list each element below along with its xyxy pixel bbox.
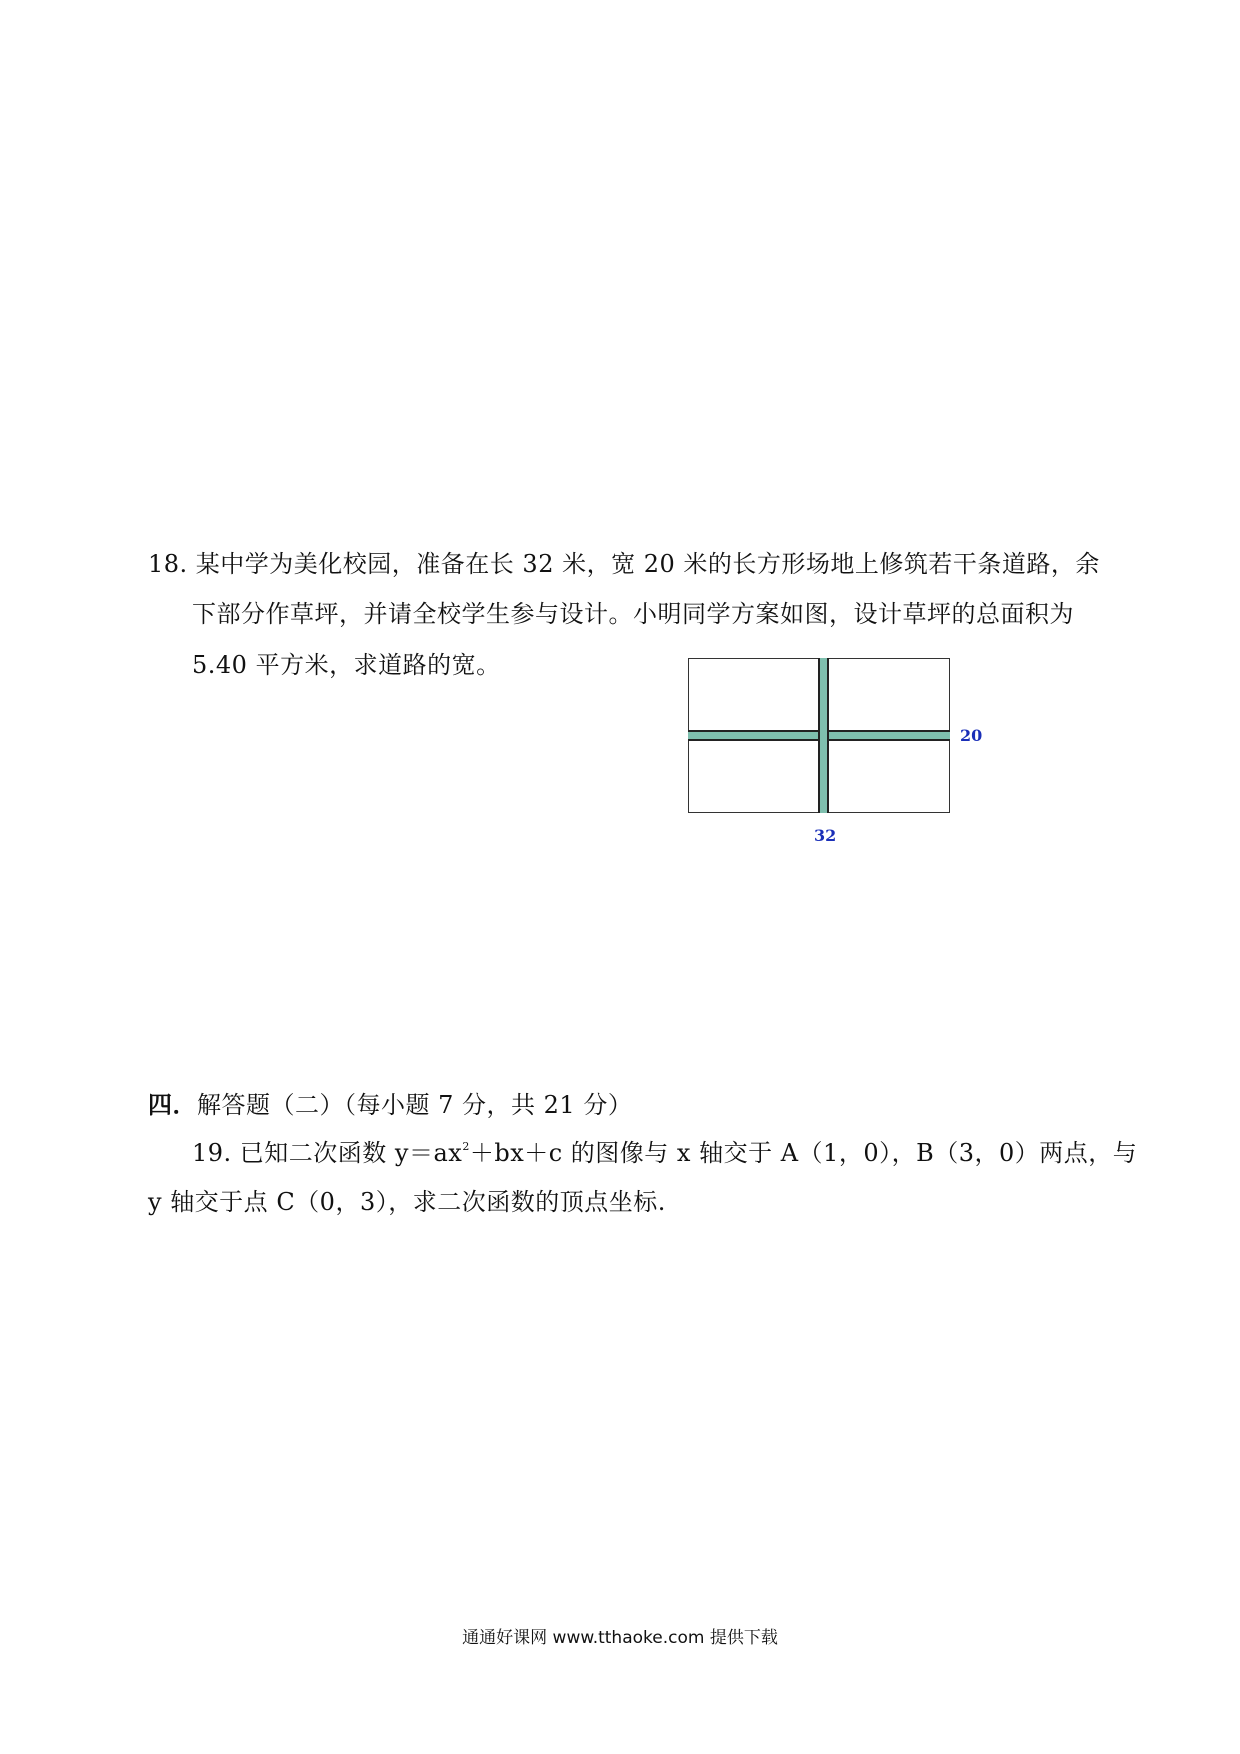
question-18-line-1: 18. 某中学为美化校园，准备在长 32 米，宽 20 米的长方形场地上修筑若干条道路，余 bbox=[148, 550, 1100, 578]
section-4-heading bbox=[148, 1090, 632, 1120]
question-19-text-b: ＋bx＋c 的图像与 x 轴交于 A（1，0），B（3，0）两点，与 bbox=[469, 1139, 1138, 1167]
page-footer: 通通好课网 www.tthaoke.com 提供下载 bbox=[462, 1628, 778, 1648]
vertical-road bbox=[818, 658, 829, 813]
question-19-text-a: 19. 已知二次函数 y＝ax bbox=[192, 1139, 463, 1167]
question-18-line-3: 5.40 平方米，求道路的宽。 bbox=[192, 651, 501, 679]
question-18-line-2: 下部分作草坪，并请全校学生参与设计。小明同学方案如图，设计草坪的总面积为 bbox=[192, 600, 1074, 628]
exponent: 2 bbox=[462, 1140, 470, 1153]
road-layout-figure bbox=[688, 658, 1008, 858]
length-label: 32 bbox=[814, 826, 837, 845]
section-4-title: 解答题（二）（每小题 7 分，共 21 分） bbox=[197, 1091, 633, 1119]
question-19-line-1 bbox=[192, 1138, 1137, 1168]
section-4-number: 四． bbox=[148, 1090, 197, 1119]
width-label: 20 bbox=[960, 726, 983, 745]
question-19-line-2: y 轴交于点 C（0，3），求二次函数的顶点坐标. bbox=[148, 1188, 666, 1216]
